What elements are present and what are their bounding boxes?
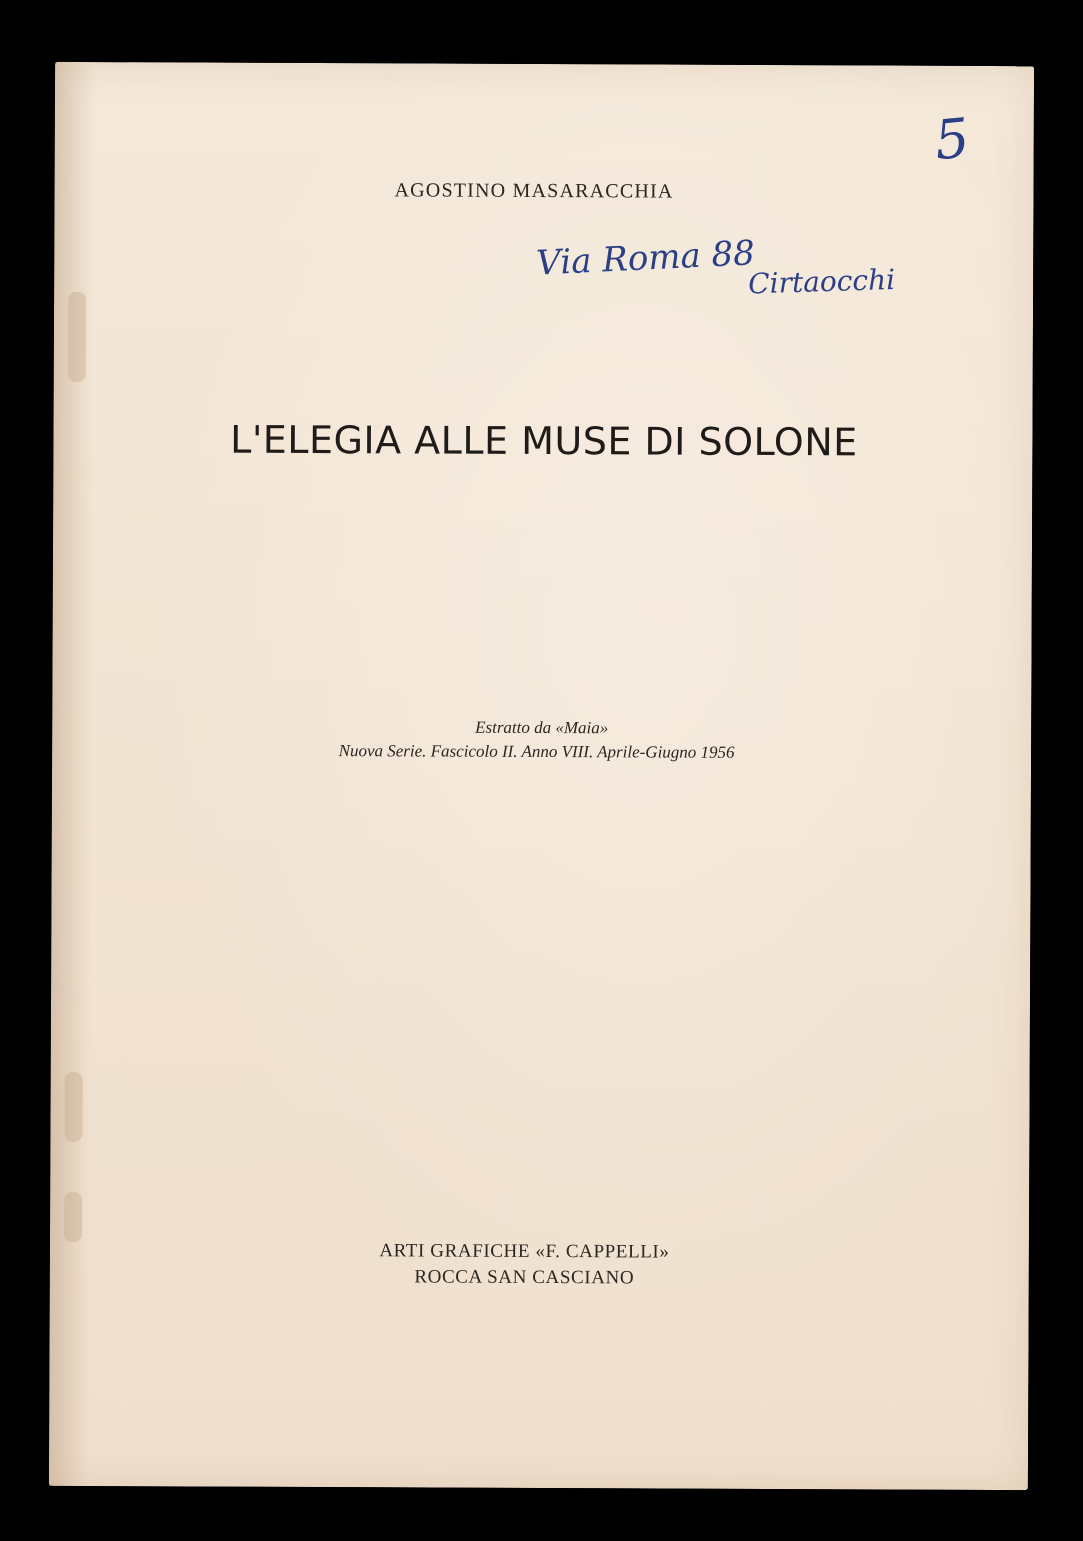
- handwritten-name: Cirtaocchi: [747, 262, 896, 301]
- extract-note: [52, 714, 1031, 766]
- printer-name: ARTI GRAFICHE «F. CAPPELLI»: [379, 1240, 670, 1263]
- extract-issue: Nuova Serie. Fascicolo II. Anno VIII. Aprile-Giugno 1956: [338, 741, 735, 762]
- printer-imprint: [20, 1237, 1029, 1293]
- author-name: AGOSTINO MASARACCHIA: [394, 179, 674, 203]
- handwritten-address: Via Roma 88: [535, 233, 756, 284]
- spine-stain: [64, 1072, 82, 1142]
- handwritten-number: 5: [931, 106, 973, 173]
- booklet-title: L'ELEGIA ALLE MUSE DI SOLONE: [230, 417, 858, 465]
- spine-stain: [64, 1192, 82, 1242]
- booklet-cover: [49, 62, 1034, 1490]
- extract-source: Estratto da «Maia»: [475, 717, 609, 738]
- spine-stain: [68, 292, 86, 382]
- printer-location: ROCCA SAN CASCIANO: [414, 1266, 635, 1289]
